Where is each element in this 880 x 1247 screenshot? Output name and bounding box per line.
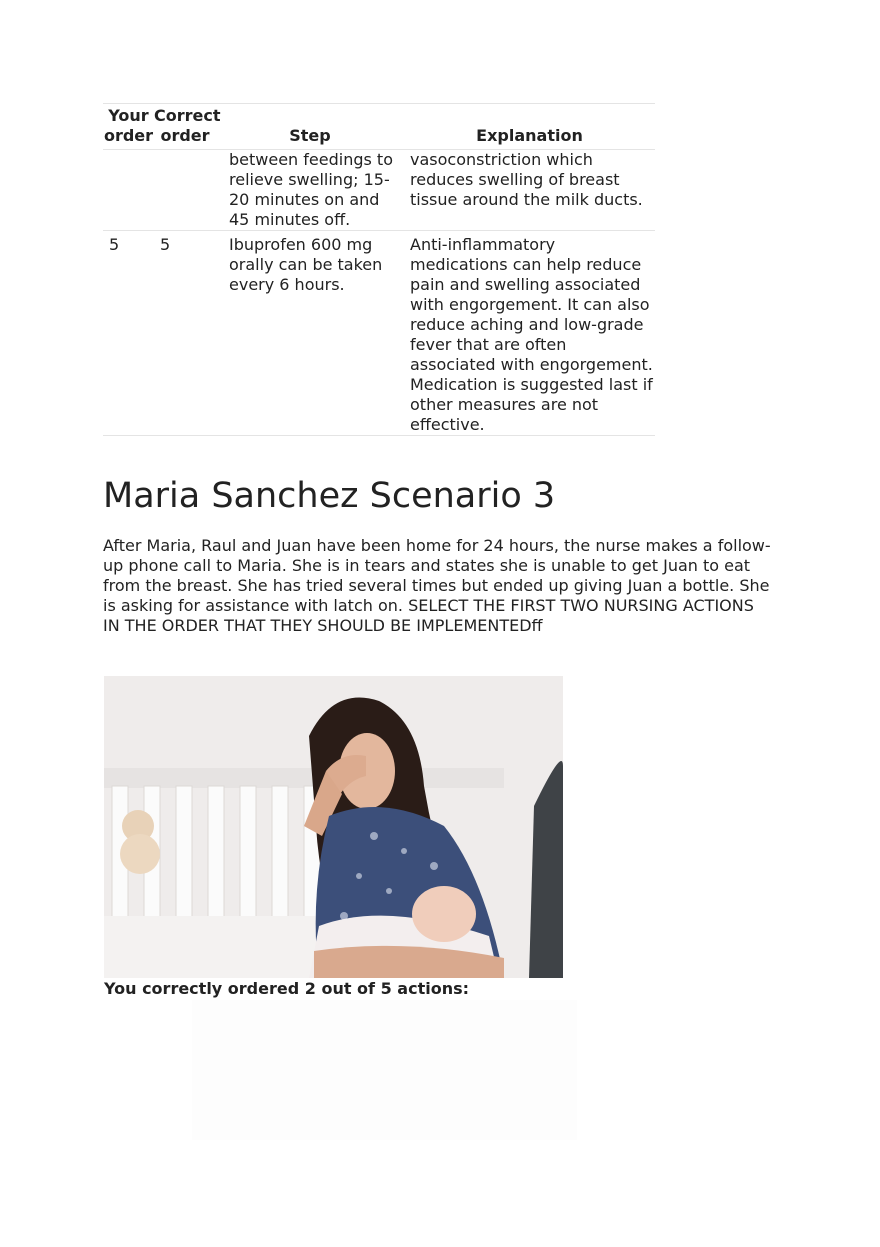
ordering-table-container (103, 103, 655, 436)
cell-correct-order (154, 150, 216, 231)
header-your-order: Your order (103, 104, 154, 150)
scenario-title: Maria Sanchez Scenario 3 (103, 476, 556, 516)
scenario-prompt: After Maria, Raul and Juan have been home for 24 hours, the nurse makes a follow-up phone call to Maria. She is in tears and states she is unable to get Juan to eat from the breast. She has tried several times but ended up giving Juan a bottle. She is asking for assistance with latch on. SELECT THE FIRST TWO NURSING ACTIONS IN THE ORDER THAT THEY SHOULD BE IMPLEMENTEDff (103, 536, 771, 635)
cell-step: between feedings to relieve swelling; 15-20 minutes on and 45 minutes off. (216, 150, 404, 231)
table-header-row (103, 104, 655, 150)
result-summary: You correctly ordered 2 out of 5 actions: (104, 979, 469, 998)
header-step: Step (216, 104, 404, 150)
mother-and-baby-photo (104, 676, 563, 978)
cell-your-order: 5 (103, 231, 154, 436)
table-row (103, 150, 655, 231)
cell-explanation: vasoconstriction which reduces swelling of breast tissue around the milk ducts. (404, 150, 655, 231)
table-row (103, 231, 655, 436)
cell-correct-order: 5 (154, 231, 216, 436)
cell-explanation: Anti-inflammatory medications can help reduce pain and swelling associated with engorgement. It can also reduce aching and low-grade fever that are often associated with engorgement. Medication is suggested last if other measures are not effective. (404, 231, 655, 436)
header-explanation: Explanation (404, 104, 655, 150)
actions-list-area (192, 1000, 577, 1140)
cell-step: Ibuprofen 600 mg orally can be taken every 6 hours. (216, 231, 404, 436)
cell-your-order (103, 150, 154, 231)
header-correct-order: Correct order (154, 104, 216, 150)
ordering-table (103, 103, 655, 436)
